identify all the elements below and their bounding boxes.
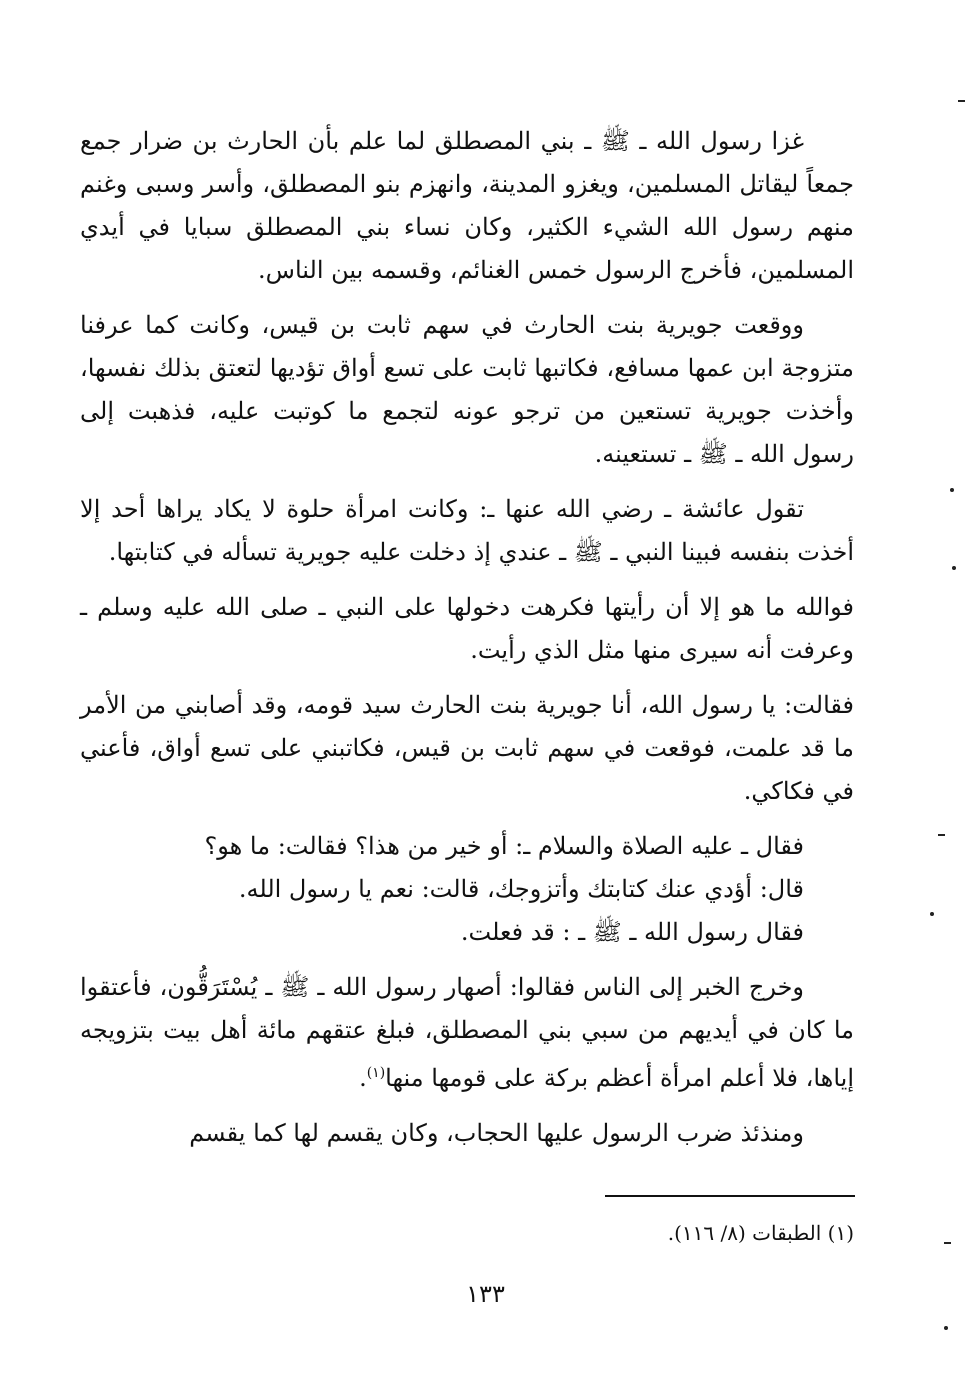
- paragraph: ووقعت جويرية بنت الحارث في سهم ثابت بن قيس، وكانت كما عرفنا متزوجة ابن عمها مسافع، فكاتبها ثابت على تسع أواق تؤديها لتعتق بذلك نفسها، وأخذت جويرية تستعين من ترجو عونه لتجمع ما كوتبت عليه، فذهبت إلى رسول الله ـ ﷺ ـ تستعينه.: [80, 311, 854, 468]
- paragraph: غزا رسول الله ـ ﷺ ـ بني المصطلق لما علم بأن الحارث بن ضرار جمع جمعاً ليقاتل المسلمين، ويغزو المدينة، وانهزم بنو المصطلق، وأسر وسبى وغنم منهم رسول الله الشيء الكثير، وكان نساء بني المصطلق سبايا في أيدي المسلمين، فأخرج الرسول خمس الغنائم، وقسمه بين الناس.: [80, 127, 854, 284]
- scan-speck: [950, 488, 954, 492]
- paragraph: ومنذئذ ضرب الرسول عليها الحجاب، وكان يقسم لها كما يقسم: [189, 1119, 804, 1147]
- footnote-divider: [605, 1195, 855, 1197]
- dialog-line: قال: أؤدي عنك كتابتك وأتزوجك، قالت: نعم يا رسول الله.: [238, 875, 804, 903]
- scan-speck: [958, 100, 965, 102]
- paragraph: فوالله ما هو إلا أن رأيتها فكرهت دخولها على النبي ـ صلى الله عليه وسلم ـ وعرفت أنه سيرى منها مثل الذي رأيت.: [80, 593, 854, 664]
- paragraph: تقول عائشة ـ رضي الله عنها ـ: وكانت امرأة حلوة لا يكاد يراها أحد إلا أخذت بنفسه فبينا النبي ـ ﷺ ـ عندي إذ دخلت عليه جويرية تسأله في كتابتها.: [80, 495, 854, 566]
- paragraph: فقالت: يا رسول الله، أنا جويرية بنت الحارث سيد قومه، وقد أصابني من الأمر ما قد علمت، فوقعت في سهم ثابت بن قيس، فكاتبني على تسع أواق، فأعني في فكاكي.: [80, 691, 854, 805]
- scan-speck: [944, 1242, 951, 1244]
- page-number: ١٣٣: [466, 1280, 505, 1308]
- paragraph: [80, 966, 854, 1100]
- dialog-line: فقال رسول الله ـ ﷺ ـ : قد فعلت.: [460, 918, 804, 946]
- scan-speck: [930, 912, 934, 916]
- paragraph-end: .: [359, 1064, 367, 1092]
- scan-speck: [938, 834, 945, 836]
- main-text: [80, 120, 854, 1167]
- dialog-line: فقال ـ عليه الصلاة والسلام ـ: أو خير من هذا؟ فقالت: ما هو؟: [204, 832, 804, 860]
- scan-speck: [944, 1326, 948, 1330]
- paragraph-text: وخرج الخبر إلى الناس فقالوا: أصهار رسول الله ـ ﷺ ـ يُسْتَرَقُّون، فأعتقوا ما كان في أيديهم من سبي بني المصطلق، فبلغ عتقهم مائة أهل بيت بتزويجه إياها، فلا أعلم امرأة أعظم بركة على قومها منها: [80, 973, 854, 1092]
- scan-speck: [952, 566, 956, 570]
- footnote-reference: (١): [366, 1065, 386, 1081]
- footnote: (١) الطبقات (٨/ ١١٦).: [667, 1221, 854, 1245]
